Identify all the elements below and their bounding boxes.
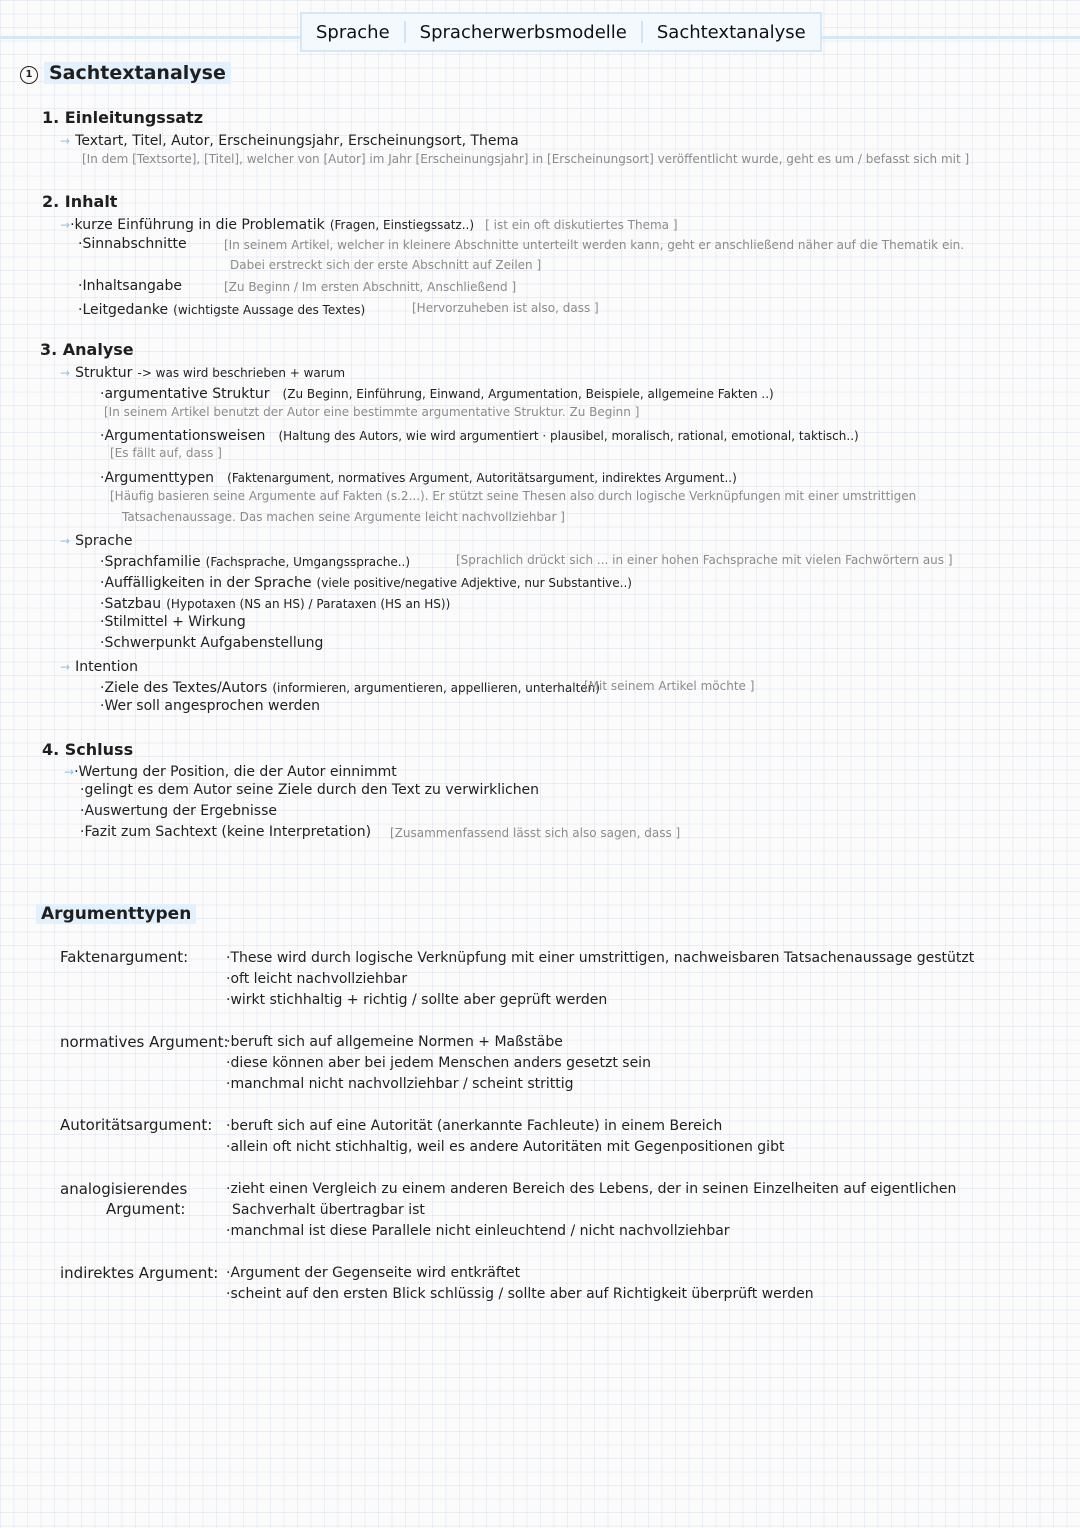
tab-bar	[300, 12, 822, 52]
schluss-item: ·gelingt es dem Autor seine Ziele durch den Text zu verwirklichen	[80, 782, 540, 798]
type-line: ·These wird durch logische Verknüpfung mit einer umstrittigen, nachweisbaren Tatsachenaussage gestützt	[226, 950, 975, 966]
inhalt-item: ·Leitgedanke (wichtigste Aussage des Textes)	[78, 302, 366, 318]
einleitung-example: [In dem [Textsorte], [Titel], welcher von [Autor] im Jahr [Erscheinungsjahr] in [Erscheinungsort] veröffentlicht wurde, geht es um / befasst sich mit ]	[82, 152, 970, 166]
section-heading-analyse: 3. Analyse	[40, 340, 134, 359]
arrow-icon: →	[60, 534, 71, 548]
inhalt-example: [Zu Beginn / Im ersten Abschnitt, Anschließend ]	[224, 280, 517, 294]
number-marker: 1	[20, 66, 38, 84]
einleitung-line: → Textart, Titel, Autor, Erscheinungsjahr, Erscheinungsort, Thema	[60, 133, 519, 149]
types-title: Argumenttypen	[36, 904, 196, 924]
type-label-normativ: normatives Argument:	[60, 1033, 229, 1051]
analyse-example: [Es fällt auf, dass ]	[110, 446, 222, 460]
analyse-intention: → Intention	[60, 659, 138, 675]
analyse-item: ·Wer soll angesprochen werden	[100, 698, 320, 714]
type-line: ·diese können aber bei jedem Menschen anders gesetzt sein	[226, 1055, 651, 1071]
type-label-indirekt: indirektes Argument:	[60, 1264, 219, 1282]
analyse-item: ·Argumenttypen (Faktenargument, normatives Argument, Autoritätsargument, indirektes Argument..)	[100, 470, 737, 486]
type-line: ·manchmal ist diese Parallele nicht einleuchtend / nicht nachvollziehbar	[226, 1223, 730, 1239]
analyse-item: ·argumentative Struktur (Zu Beginn, Einführung, Einwand, Argumentation, Beispiele, allgemeine Fakten ..)	[100, 386, 774, 402]
tab-sachtextanalyse[interactable]: Sachtextanalyse	[656, 21, 806, 43]
type-line: Sachverhalt übertragbar ist	[232, 1202, 425, 1218]
analyse-item: ·Stilmittel + Wirkung	[100, 614, 246, 630]
analyse-example: Tatsachenaussage. Das machen seine Argumente leicht nachvollziehbar ]	[122, 510, 565, 524]
type-label-analog: analogisierendes	[60, 1180, 188, 1198]
type-label-analog: Argument:	[106, 1200, 186, 1218]
analyse-item: ·Sprachfamilie (Fachsprache, Umgangssprache..)	[100, 554, 411, 570]
analyse-example: [Häufig basieren seine Argumente auf Fakten (s.2...). Er stützt seine Thesen also durch logische Verknüpfungen mit einer umstrittigen	[110, 489, 917, 503]
tab-sprache[interactable]: Sprache	[316, 21, 390, 43]
section-heading-einleitung: 1. Einleitungssatz	[42, 108, 204, 127]
arrow-icon: →	[60, 134, 71, 148]
inhalt-item: →·kurze Einführung in die Problematik (Fragen, Einstiegssatz..) [ ist ein oft diskutiertes Thema ]	[60, 217, 678, 233]
schluss-item: ·Fazit zum Sachtext (keine Interpretation)	[80, 824, 372, 840]
tab-spracherwerbsmodelle[interactable]: Spracherwerbsmodelle	[419, 21, 627, 43]
analyse-item: ·Schwerpunkt Aufgabenstellung	[100, 635, 324, 651]
analyse-example: [Mit seinem Artikel möchte ]	[584, 679, 755, 693]
type-line: ·beruft sich auf eine Autorität (anerkannte Fachleute) in einem Bereich	[226, 1118, 723, 1134]
section-heading-schluss: 4. Schluss	[42, 740, 134, 759]
arrow-icon: →	[64, 765, 75, 779]
schluss-item: ·Auswertung der Ergebnisse	[80, 803, 277, 819]
type-label-fakten: Faktenargument:	[60, 948, 189, 966]
analyse-item: ·Auffälligkeiten in der Sprache (viele positive/negative Adjektive, nur Substantive..)	[100, 575, 632, 591]
section-heading-inhalt: 2. Inhalt	[42, 192, 118, 211]
inhalt-example: [Hervorzuheben ist also, dass ]	[412, 301, 599, 315]
page-title: 1 Sachtextanalyse	[20, 62, 231, 84]
analyse-example: [Sprachlich drückt sich ... in einer hohen Fachsprache mit vielen Fachwörtern aus ]	[456, 553, 953, 567]
schluss-item: →·Wertung der Position, die der Autor einnimmt	[64, 764, 397, 780]
inhalt-item-label: ·Sinnabschnitte	[78, 236, 187, 252]
arrow-icon: →	[60, 366, 71, 380]
type-line: ·beruft sich auf allgemeine Normen + Maßstäbe	[226, 1034, 563, 1050]
schluss-example: [Zusammenfassend lässt sich also sagen, dass ]	[390, 826, 681, 840]
analyse-sprache: → Sprache	[60, 533, 133, 549]
arrow-icon: →	[60, 218, 71, 232]
type-line: ·manchmal nicht nachvollziehbar / scheint strittig	[226, 1076, 574, 1092]
analyse-example: [In seinem Artikel benutzt der Autor eine bestimmte argumentative Struktur. Zu Beginn ]	[104, 405, 640, 419]
type-label-autoritaet: Autoritätsargument:	[60, 1116, 213, 1134]
type-line: ·scheint auf den ersten Blick schlüssig / sollte aber auf Richtigkeit überprüft werden	[226, 1286, 814, 1302]
type-line: ·Argument der Gegenseite wird entkräftet	[226, 1265, 521, 1281]
type-line: ·oft leicht nachvollziehbar	[226, 971, 408, 987]
inhalt-example: [In seinem Artikel, welcher in kleinere Abschnitte unterteilt werden kann, geht er anschließend näher auf die Thematik ein.	[224, 238, 965, 252]
type-line: ·allein oft nicht stichhaltig, weil es andere Autoritäten mit Gegenpositionen gibt	[226, 1139, 785, 1155]
type-line: ·zieht einen Vergleich zu einem anderen Bereich des Lebens, der in seinen Einzelheiten auf eigentlichen	[226, 1181, 957, 1197]
analyse-struktur: → Struktur -> was wird beschrieben + warum	[60, 365, 346, 381]
analyse-item: ·Satzbau (Hypotaxen (NS an HS) / Parataxen (HS an HS))	[100, 596, 451, 612]
inhalt-example: Dabei erstreckt sich der erste Abschnitt auf Zeilen ]	[230, 258, 542, 272]
inhalt-item-label: ·Inhaltsangabe	[78, 278, 182, 294]
arrow-icon: →	[60, 660, 71, 674]
analyse-item: ·Argumentationsweisen (Haltung des Autors, wie wird argumentiert · plausibel, moralisch, rational, emotional, taktisch..)	[100, 428, 859, 444]
type-line: ·wirkt stichhaltig + richtig / sollte aber geprüft werden	[226, 992, 608, 1008]
analyse-item: ·Ziele des Textes/Autors (informieren, argumentieren, appellieren, unterhalten)	[100, 680, 600, 696]
